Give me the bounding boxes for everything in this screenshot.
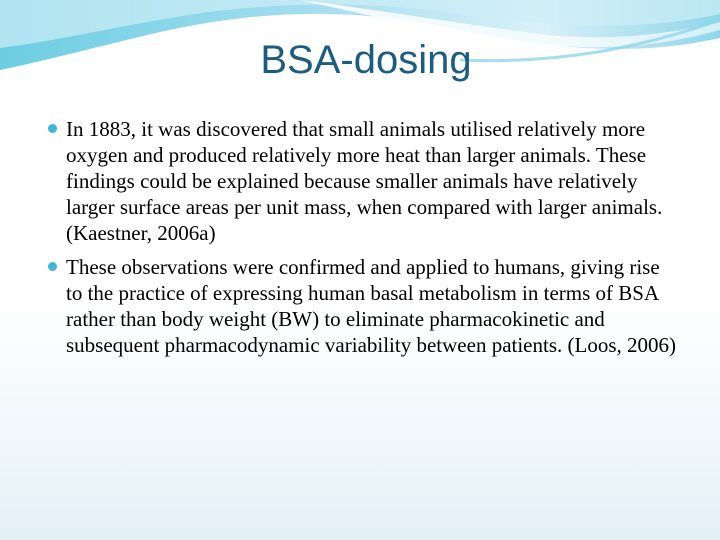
bullet-text: These observations were confirmed and applied to humans, giving rise to the practice of expressing human basal metabolism in terms of BSA rather than body weight (BW) to eliminate pharmacokinetic and subsequent pharmacodynamic variability between patients. (Loos, 2006) xyxy=(66,255,676,357)
bullet-text: In 1883, it was discovered that small animals utilised relatively more oxygen and produced relatively more heat than larger animals. These findings could be explained because smaller animals have relatively larger surface areas per unit mass, when compared with larger animals. (Kaestner, 2006a) xyxy=(66,117,663,245)
bullet-dot-icon xyxy=(48,262,57,271)
slide-title: BSA-dosing xyxy=(260,38,472,82)
bullet-list xyxy=(46,116,678,366)
bullet-dot-icon xyxy=(48,124,57,133)
bullet-item xyxy=(46,254,678,358)
bullet-item xyxy=(46,116,678,246)
